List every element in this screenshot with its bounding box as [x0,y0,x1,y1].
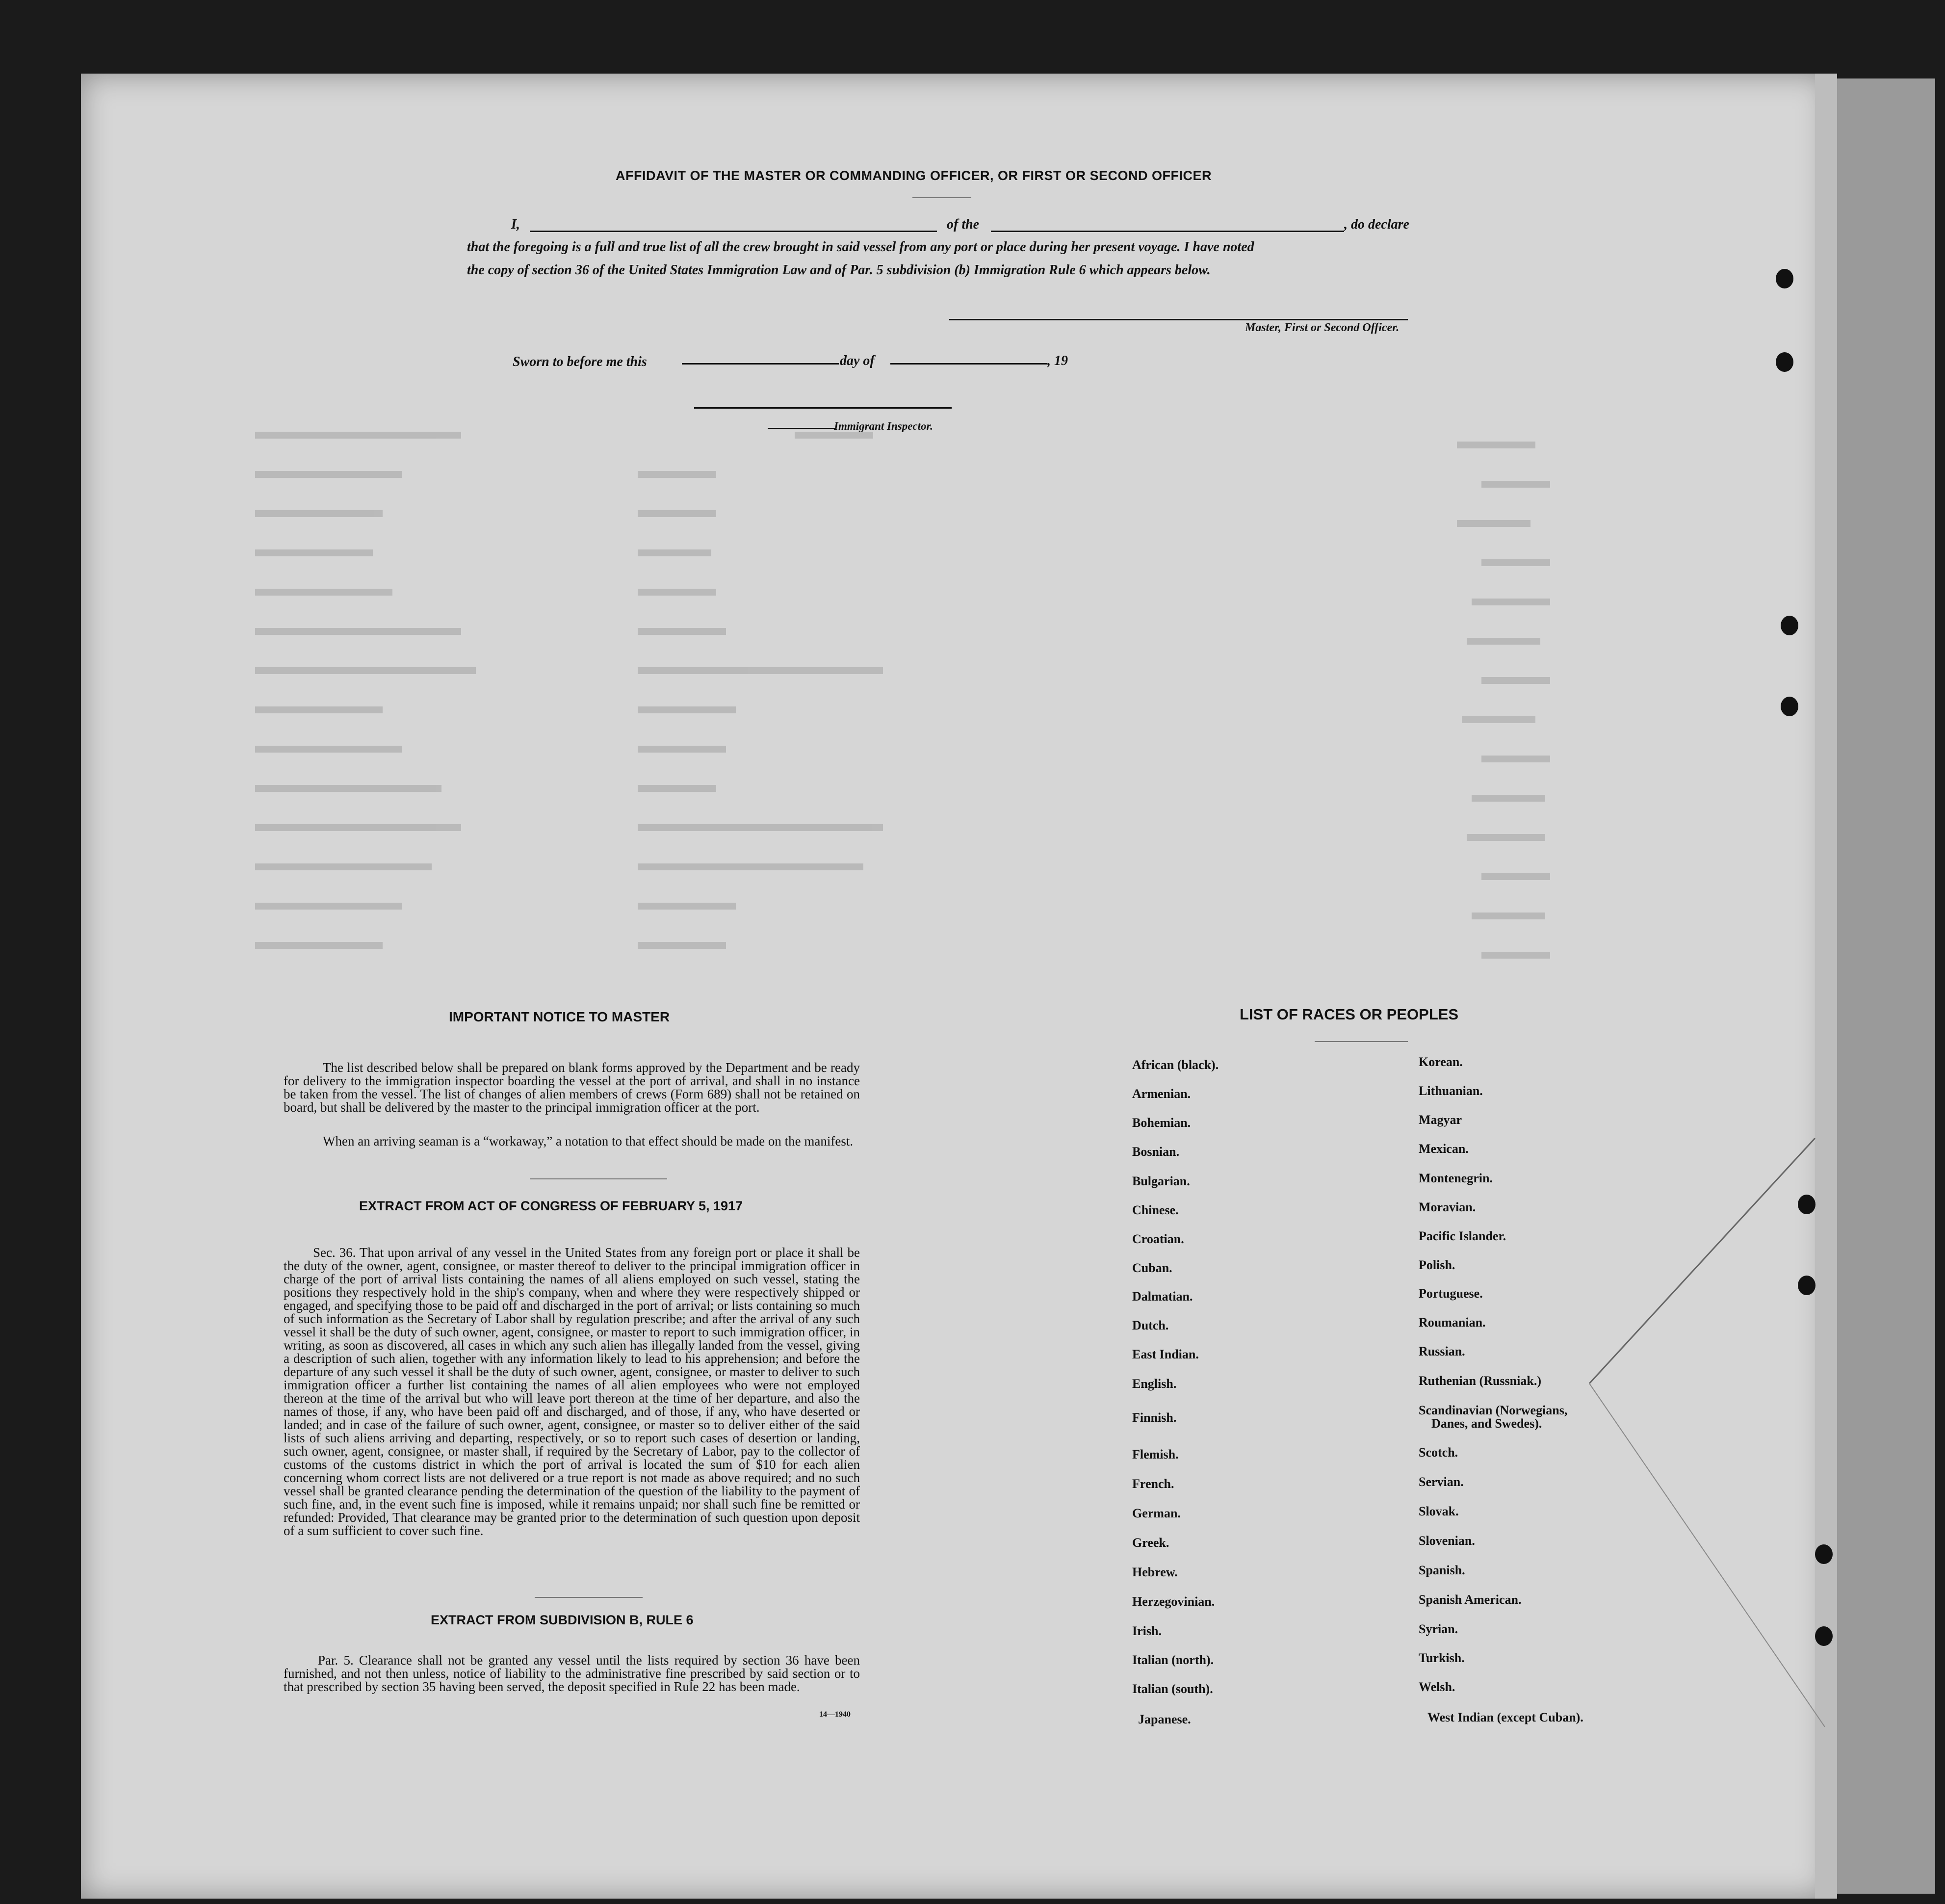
race-item: Slovenian. [1419,1534,1475,1548]
binder-hole [1776,269,1793,288]
race-item: Armenian. [1132,1087,1191,1101]
affidavit-declare: , do declare [1344,217,1409,232]
vessel-blank [991,231,1344,232]
race-item: Welsh. [1419,1680,1455,1694]
race-item: Flemish. [1132,1447,1179,1461]
binder-hole [1781,697,1798,716]
race-item: Greek. [1132,1536,1169,1550]
title-divider [912,197,971,198]
month-blank [890,363,1047,365]
race-item: Dalmatian. [1132,1289,1193,1304]
rule-6-text: Par. 5. Clearance shall not be granted any vessel until the lists required by section 36 have been furnished, and not then unless, notice of liability to the administrative fine prescribed by said section or to that prescribed by section 35 having been served, the deposit specified in Rule 22 has been made. [284,1653,860,1694]
page-fold [1570,1138,1825,1727]
sworn-before: Sworn to before me this [513,354,647,369]
race-item: Irish. [1132,1624,1162,1638]
race-item: Danes, and Swedes). [1431,1416,1542,1431]
year-prefix: , 19 [1047,353,1068,368]
race-item: Polish. [1419,1258,1455,1272]
race-item: Pacific Islander. [1419,1229,1506,1243]
race-item: Ruthenian (Russniak.) [1419,1374,1541,1388]
signature-label: Master, First or Second Officer. [1245,321,1400,334]
signature-line [949,319,1408,320]
race-item: Bosnian. [1132,1145,1180,1159]
race-item: Herzegovinian. [1132,1594,1215,1609]
act-divider [535,1597,643,1598]
form-number: 14—1940 [819,1710,851,1719]
race-item: Mexican. [1419,1142,1469,1156]
section-36-text: Sec. 36. That upon arrival of any vessel in the United States from any foreign port or place it shall be the duty of the owner, agent, consignee, or master thereof to deliver to the principal immigration officer in charge of the port of arrival lists containing the names of all aliens employed on such vessel, stating the positions they respectively hold in the ship's company, when and where they were respectively shipped or engaged, and specifying those to be paid off and discharged in the port of arrival; or lists containing so much of such information as the Secretary of Labor shall by regulation prescribe; and after the arrival of any such vessel it shall be the duty of such owner, agent, consignee, or master to report to such immigration officer, in writing, as soon as discovered, all cases in which any such alien has illegally landed from the vessel, giving a description of such alien, together with any information likely to lead to his apprehension; and before the departure of any such vessel it shall be the duty of such owner, agent, consignee, or master to deliver to such immigration officer a further list containing the names of all alien employees who were not employed thereon at the time of the arrival but who will leave port thereon at the time of her departure, and also the names of those, if any, who have been paid off and discharged, and of those, if any, who have deserted or landed; and in case of the failure of such owner, agent, consignee, or master so to deliver either of the said lists of such aliens arriving and departing, respectively, or so to report such cases of desertion or landing, such owner, agent, consignee, or master shall, if required by the Secretary of Labor, pay to the collector of customs of the customs district in which the port of arrival is located the sum of $10 for each alien concerning whom correct lists are not delivered or a true report is not made as above required; and no such vessel shall be granted clearance pending the determination of the question of the liability to the payment of such fine, and, in the event such fine is imposed, while it remains unpaid; nor shall such fine be remitted or refunded: Provided, That clearance may be granted prior to the determination of such question upon deposit of a sum sufficient to cover such fine. [284,1245,860,1538]
races-divider [1315,1041,1408,1042]
extract-act-title: EXTRACT FROM ACT OF CONGRESS OF FEBRUARY 5, 1917 [359,1199,743,1213]
race-item: Bulgarian. [1132,1174,1190,1188]
notice-divider [530,1178,667,1179]
race-item: Roumanian. [1419,1315,1486,1330]
race-item: West Indian (except Cuban). [1427,1710,1583,1724]
race-item: Scandinavian (Norwegians, [1419,1403,1568,1417]
affidavit-line3: the copy of section 36 of the United States Immigration Law and of Par. 5 subdivision (b) Immigration Rule 6 which appears below. [467,262,1211,278]
race-item: Cuban. [1132,1261,1172,1275]
race-item: Japanese. [1138,1712,1191,1726]
races-title: LIST OF RACES OR PEOPLES [1240,1006,1459,1023]
race-item: Finnish. [1132,1410,1177,1425]
race-item: Croatian. [1132,1232,1184,1246]
inspector-short-line [768,428,836,429]
race-item: Slovak. [1419,1504,1459,1518]
race-item: Spanish American. [1419,1592,1522,1607]
inspector-label: Immigrant Inspector. [834,420,933,432]
race-item: English. [1132,1377,1177,1391]
affidavit-of-the: of the [947,217,980,232]
day-of: day of [840,353,875,368]
notice-title: IMPORTANT NOTICE TO MASTER [449,1009,670,1024]
race-item: Moravian. [1419,1200,1476,1214]
race-item: Lithuanian. [1419,1084,1483,1098]
race-item: Korean. [1419,1055,1463,1069]
race-item: African (black). [1132,1058,1219,1072]
race-item: Scotch. [1419,1445,1458,1460]
notice-paragraph: The list described below shall be prepared on blank forms approved by the Department and be ready for delivery to the immigration inspector boarding the vessel at the port of arrival, and shall in no instance be taken from the vessel. The list of changes of alien members of crews (Form 689) shall not be retained on board, but shall be delivered by the master to the principal immigration officer at the port. [284,1060,860,1115]
race-item: Bohemian. [1132,1116,1191,1130]
race-item: Dutch. [1132,1318,1169,1332]
race-item: East Indian. [1132,1347,1199,1361]
race-item: Spanish. [1419,1563,1465,1577]
race-item: Servian. [1419,1475,1464,1489]
affidavit-title: AFFIDAVIT OF THE MASTER OR COMMANDING OFFICER, OR FIRST OR SECOND OFFICER [616,168,1212,183]
day-blank [682,363,839,365]
binder-hole [1781,616,1798,635]
extract-rule-title: EXTRACT FROM SUBDIVISION B, RULE 6 [431,1613,694,1627]
race-item: Syrian. [1419,1622,1458,1636]
bleed-through [255,432,1678,1001]
affidavit-i: I, [511,217,520,232]
race-item: Magyar [1419,1113,1462,1127]
race-item: Chinese. [1132,1203,1179,1217]
underlying-page [1837,78,1935,1894]
binder-hole [1776,352,1793,372]
name-blank [530,231,937,232]
race-item: Italian (north). [1132,1653,1214,1667]
race-item: Italian (south). [1132,1682,1213,1696]
race-item: Russian. [1419,1344,1465,1358]
race-item: Portuguese. [1419,1286,1483,1301]
affidavit-line2: that the foregoing is a full and true list of all the crew brought in said vessel from any port or place during her present voyage. I have noted [467,239,1254,255]
race-item: German. [1132,1506,1181,1520]
race-item: Hebrew. [1132,1565,1178,1579]
race-item: Turkish. [1419,1651,1465,1665]
race-item: French. [1132,1477,1174,1491]
workaway-paragraph: When an arriving seaman is a “workaway,” a notation to that effect should be made on the manifest. [323,1134,854,1148]
race-item: Montenegrin. [1419,1171,1493,1185]
inspector-line [694,407,952,409]
